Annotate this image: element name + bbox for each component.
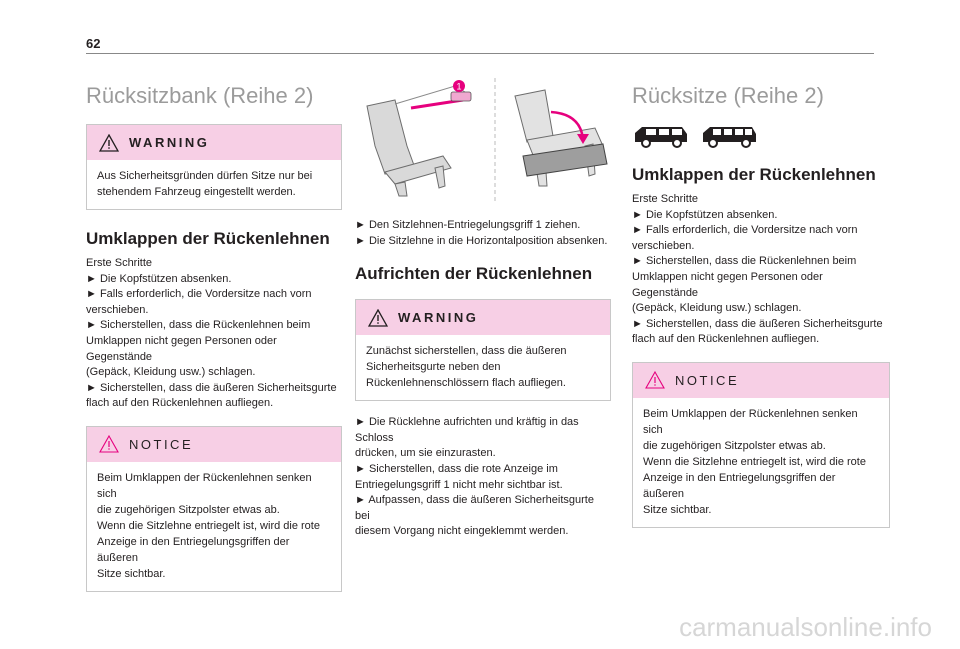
step-line: (Gepäck, Kleidung usw.) schlagen. bbox=[632, 302, 802, 315]
step-list bbox=[632, 208, 890, 348]
step-line: ► Falls erforderlich, die Vordersitze nach vorn bbox=[632, 224, 858, 237]
warning-line: Sicherheitsgurte neben den bbox=[366, 361, 501, 374]
warning-text bbox=[87, 160, 341, 209]
notice-triangle-icon bbox=[645, 371, 665, 389]
notice-line: die zugehörigen Sitzpolster etwas ab. bbox=[643, 439, 826, 452]
warning-header bbox=[356, 300, 610, 335]
warning-label: WARNING bbox=[398, 310, 479, 326]
warning-label: WARNING bbox=[129, 135, 210, 150]
notice-text bbox=[87, 462, 341, 591]
step-list bbox=[86, 272, 342, 412]
notice-line: Wenn die Sitzlehne entriegelt ist, wird die rote bbox=[643, 455, 866, 468]
section-title: Rücksitzbank (Reihe 2) bbox=[86, 83, 314, 108]
heading-fold: Umklappen der Rückenlehnen bbox=[632, 165, 876, 184]
notice-line: Anzeige in den Entriegelungsgriffen der äußeren bbox=[643, 471, 836, 500]
warning-text bbox=[356, 335, 610, 400]
step-line: ► Sicherstellen, dass die Rückenlehnen beim bbox=[632, 255, 857, 268]
notice-header bbox=[87, 427, 341, 462]
notice-line: Sitze sichtbar. bbox=[643, 503, 712, 516]
step-line: ► Die Kopfstützen absenken. bbox=[632, 208, 778, 221]
notice-line: Wenn die Sitzlehne entriegelt ist, wird die rote bbox=[97, 519, 320, 532]
notice-line: Sitze sichtbar. bbox=[97, 567, 166, 580]
step-list bbox=[355, 415, 611, 540]
step-line: verschieben. bbox=[86, 303, 149, 316]
notice-text bbox=[633, 398, 889, 527]
watermark: carmanualsonline.info bbox=[679, 612, 932, 642]
step-line: ► Die Rücklehne aufrichten und kräftig in das Schloss bbox=[355, 416, 579, 444]
step-line: (Gepäck, Kleidung usw.) schlagen. bbox=[86, 366, 256, 379]
notice-header bbox=[633, 363, 889, 398]
van-long-icon bbox=[700, 124, 758, 150]
step-line: verschieben. bbox=[632, 239, 695, 252]
vehicle-icons bbox=[632, 124, 890, 150]
step-line: ► Sicherstellen, dass die äußeren Sicherheitsgurte bbox=[86, 381, 337, 394]
notice-box bbox=[86, 426, 342, 592]
step-line: ► Sicherstellen, dass die äußeren Sicherheitsgurte bbox=[632, 317, 883, 330]
notice-line: Beim Umklappen der Rückenlehnen senken sich bbox=[643, 407, 858, 436]
warning-box bbox=[86, 124, 342, 210]
middle-column bbox=[355, 76, 611, 540]
van-short-icon bbox=[632, 124, 690, 150]
step-line: ► Aufpassen, dass die äußeren Sicherheitsgurte bei bbox=[355, 494, 594, 522]
warning-triangle-icon bbox=[99, 134, 119, 152]
warning-line: stehendem Fahrzeug eingestellt werden. bbox=[97, 186, 296, 198]
notice-line: Beim Umklappen der Rückenlehnen senken sich bbox=[97, 471, 312, 500]
first-steps: Erste Schritte bbox=[86, 257, 153, 269]
step-line: ► Den Sitzlehnen-Entriegelungsgriff 1 ziehen. bbox=[355, 219, 581, 231]
step-line: drücken, um sie einzurasten. bbox=[355, 447, 496, 460]
notice-triangle-icon bbox=[99, 435, 119, 453]
step-line: ► Die Kopfstützen absenken. bbox=[86, 272, 232, 285]
notice-line: Anzeige in den Entriegelungsgriffen der äußeren bbox=[97, 535, 290, 564]
left-column bbox=[86, 70, 342, 606]
first-steps: Erste Schritte bbox=[632, 193, 699, 205]
section-title: Rücksitze (Reihe 2) bbox=[632, 83, 824, 108]
seat-fold-figure bbox=[355, 76, 611, 206]
step-line: flach auf den Rückenlehnen aufliegen. bbox=[86, 397, 274, 410]
page-number: 62 bbox=[86, 36, 101, 51]
warning-line: Zunächst sicherstellen, dass die äußeren bbox=[366, 345, 567, 358]
step-line: ► Die Sitzlehne in die Horizontalposition absenken. bbox=[355, 234, 608, 247]
step-line: flach auf den Rückenlehnen aufliegen. bbox=[632, 333, 820, 346]
notice-line: die zugehörigen Sitzpolster etwas ab. bbox=[97, 503, 280, 516]
header-rule bbox=[86, 53, 874, 54]
step-line: ► Sicherstellen, dass die Rückenlehnen beim bbox=[86, 319, 311, 332]
heading-fold: Umklappen der Rückenlehnen bbox=[86, 229, 330, 248]
step-line: diesem Vorgang nicht eingeklemmt werden. bbox=[355, 525, 569, 538]
warning-triangle-icon bbox=[368, 309, 388, 327]
notice-label: NOTICE bbox=[675, 372, 740, 388]
right-column bbox=[632, 70, 890, 542]
step-line: ► Falls erforderlich, die Vordersitze nach vorn bbox=[86, 288, 312, 301]
warning-box bbox=[355, 299, 611, 401]
seat-illustration bbox=[355, 76, 611, 206]
warning-line: Aus Sicherheitsgründen dürfen Sitze nur bei bbox=[97, 170, 313, 182]
step-line: Umklappen nicht gegen Personen oder Gegenstände bbox=[86, 334, 277, 363]
step-line: ► Sicherstellen, dass die rote Anzeige im bbox=[355, 462, 558, 475]
step-line: Entriegelungsgriff 1 nicht mehr sichtbar ist. bbox=[355, 478, 563, 491]
callout-number: 1 bbox=[456, 81, 462, 92]
step-line: Umklappen nicht gegen Personen oder Gegenstände bbox=[632, 270, 823, 299]
warning-header bbox=[87, 125, 341, 160]
heading-raise: Aufrichten der Rückenlehnen bbox=[355, 264, 593, 284]
notice-box bbox=[632, 362, 890, 528]
warning-line: Rückenlehnenschlössern flach aufliegen. bbox=[366, 377, 566, 390]
notice-label: NOTICE bbox=[129, 436, 194, 452]
